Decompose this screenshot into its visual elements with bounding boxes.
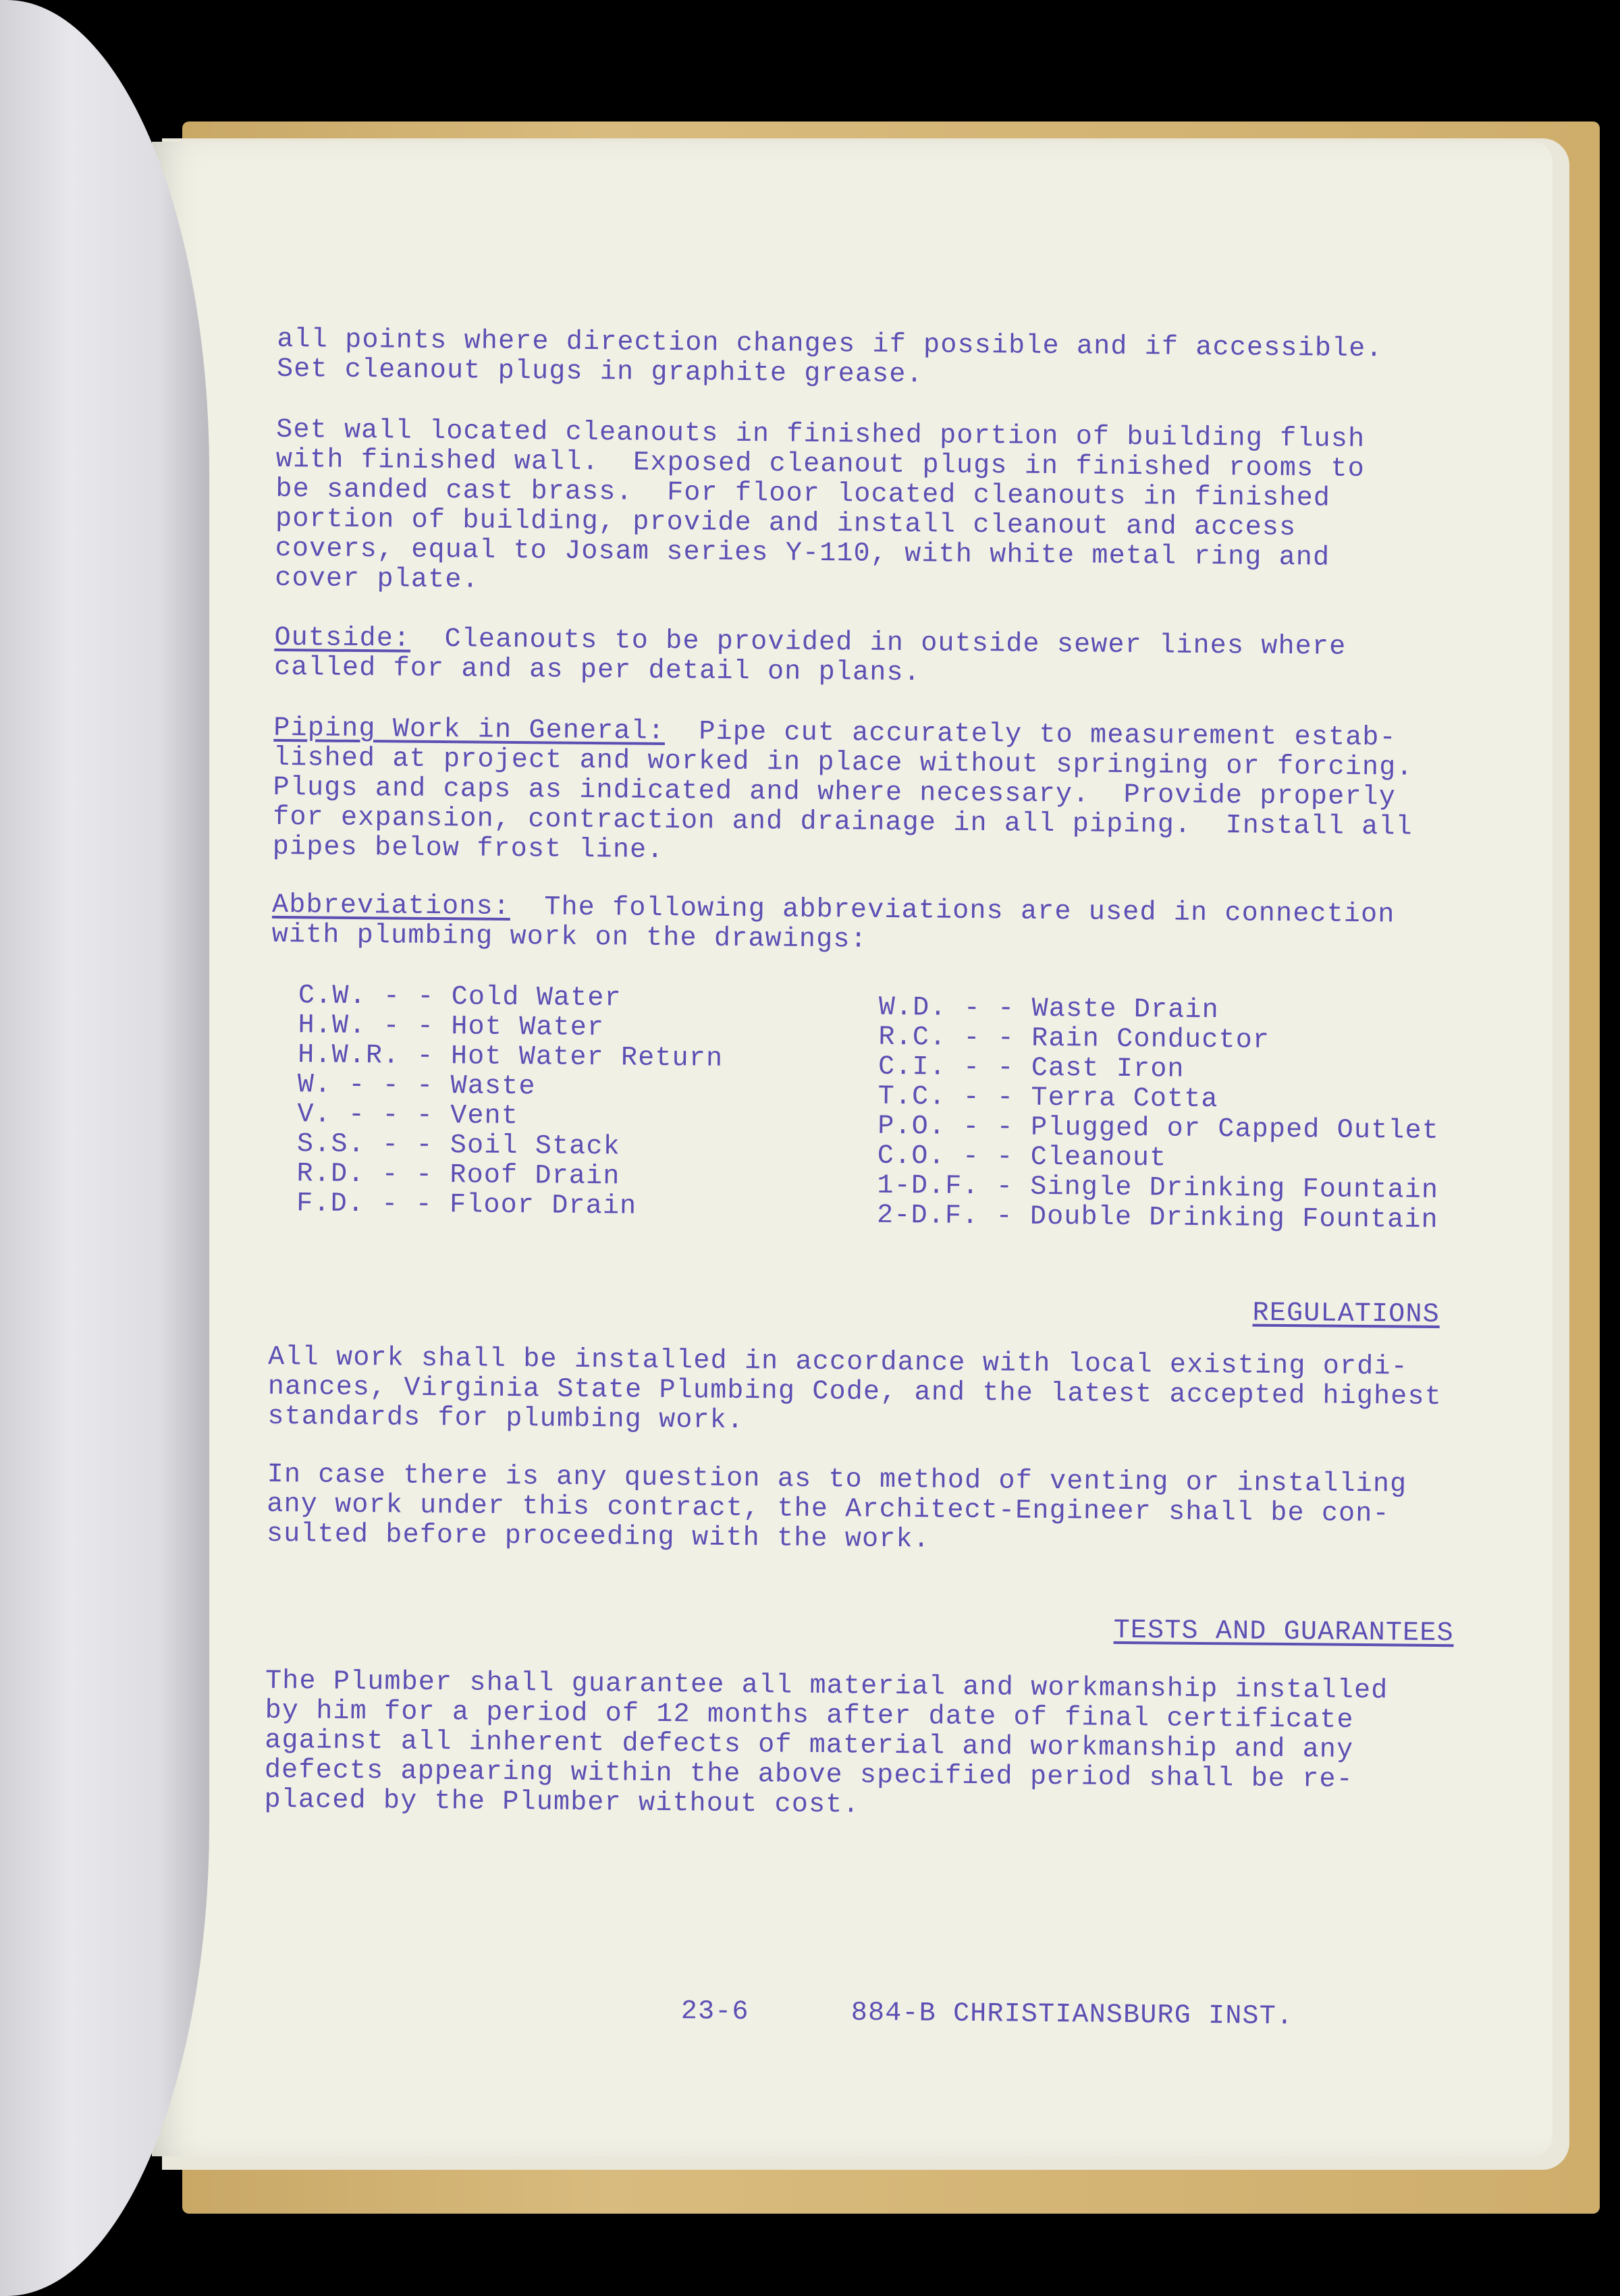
abbreviation-item: R.C. - - Rain Conductor bbox=[878, 1022, 1270, 1056]
abbreviation-item: W. - - - Waste bbox=[297, 1070, 536, 1103]
abbreviation-item: H.W.R. - Hot Water Return bbox=[297, 1040, 724, 1074]
paragraph-regulations-1: All work shall be installed in accordance with local existing ordi- nances, Virginia State Plumbing Code, and the latest accepted highest standards for plumbing work. bbox=[267, 1342, 1442, 1437]
abbreviation-item: C.O. - - Cleanout bbox=[877, 1141, 1167, 1174]
abbreviation-item: P.O. - - Plugged or Capped Outlet bbox=[878, 1111, 1440, 1147]
abbreviation-item: C.I. - - Cast Iron bbox=[878, 1051, 1185, 1085]
abbreviation-item: 1-D.F. - Single Drinking Fountain bbox=[877, 1170, 1439, 1207]
abbreviation-item: F.D. - - Floor Drain bbox=[296, 1188, 637, 1222]
regulations-heading: REGULATIONS bbox=[1252, 1298, 1440, 1331]
tests-heading: TESTS AND GUARANTEES bbox=[1113, 1615, 1454, 1649]
paragraph-piping bbox=[273, 714, 1476, 873]
abbreviation-item: H.W. - - Hot Water bbox=[298, 1010, 605, 1044]
paragraph-abbreviations bbox=[272, 891, 1474, 961]
abbreviation-item: V. - - - Vent bbox=[297, 1099, 519, 1132]
abbreviation-item: S.S. - - Soil Stack bbox=[296, 1129, 621, 1163]
paragraph-wall-cleanouts: Set wall located cleanouts in finished portion of building flush with finished wall. Exposed cleanout plugs in finished rooms to be sanded cast brass. For floor located cleanouts in finished portion of building, provide and install cleanout and access covers, equal to Josam series Y-110, with white metal ring and cover plate. bbox=[275, 414, 1366, 596]
outside-text: Cleanouts to be provided in outside sewer lines where called for and as per detail on plans. bbox=[273, 624, 1347, 689]
page-footer: 23-6 884-B CHRISTIANSBURG INST. bbox=[680, 1996, 1294, 2033]
abbreviation-item: C.W. - - Cold Water bbox=[298, 981, 622, 1014]
abbreviation-item: W.D. - - Waste Drain bbox=[878, 992, 1220, 1027]
paragraph-regulations-2: In case there is any question as to method of venting or installing any work under this contract, the Architect-Engineer shall be con- sulted before proceeding with the work. bbox=[266, 1459, 1407, 1556]
paragraph-cleanout-points: all points where direction changes if possible and if accessible. Set cleanout plugs in graphite grease. bbox=[276, 324, 1383, 391]
abbreviations-text: The following abbreviations are used in connection with plumbing work on the drawings: bbox=[271, 892, 1395, 956]
abbreviation-item: T.C. - - Terra Cotta bbox=[878, 1081, 1218, 1116]
abbreviation-list-right bbox=[877, 993, 1440, 1236]
paragraph-guarantees: The Plumber shall guarantee all material and workmanship installed by him for a period of 12 months after date of final certificate against all inherent defects of material and workmanship and any defects appearing within the above specified period shall be re- placed by the Plumber without cost. bbox=[264, 1666, 1388, 1821]
piping-label: Piping Work in General: bbox=[273, 713, 666, 747]
outside-label: Outside: bbox=[274, 622, 411, 655]
abbreviations-label: Abbreviations: bbox=[271, 890, 511, 923]
paragraph-outside bbox=[274, 624, 1476, 694]
abbreviation-list-left bbox=[296, 981, 724, 1222]
abbreviation-item: 2-D.F. - Double Drinking Fountain bbox=[876, 1200, 1439, 1236]
abbreviation-item: R.D. - - Roof Drain bbox=[296, 1159, 620, 1193]
piping-text: Pipe cut accurately to measurement estab- lished at project and worked in place without springing or forcing. Plugs and caps as indicated and where necessary. Provide properly for expansion, contraction and drainage in all piping. Install all pipes below frost line. bbox=[272, 716, 1413, 866]
